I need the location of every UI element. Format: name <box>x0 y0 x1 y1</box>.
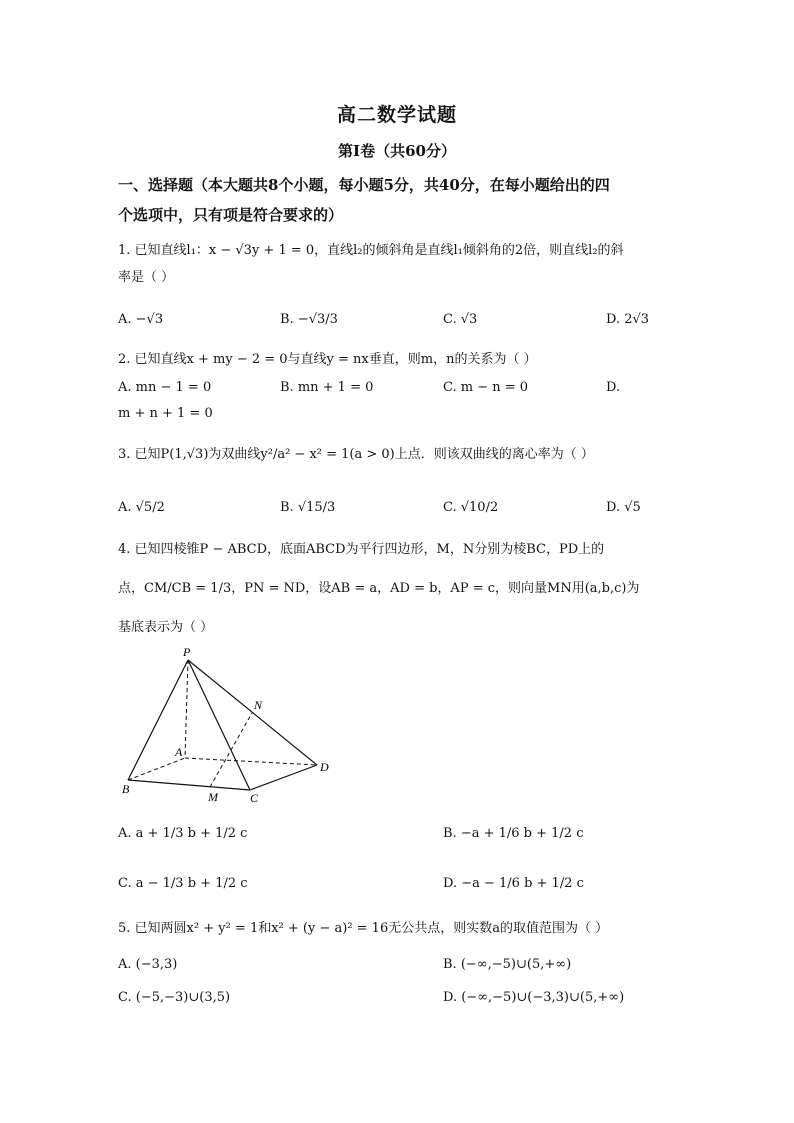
label-m: M <box>208 790 218 804</box>
label-a: A <box>175 745 183 759</box>
question-4-line1: 4. 已知四棱锥P − ABCD，底面ABCD为平行四边形，M，N分别为棱BC，PD上的 <box>118 542 605 557</box>
q2-option-d: D. <box>606 380 621 395</box>
q1-option-c: C. √3 <box>443 312 478 327</box>
q2-option-c: C. m − n = 0 <box>443 380 529 395</box>
q4-option-b: B. −a + 1/6 b + 1/2 c <box>443 826 584 841</box>
edge-ad <box>185 758 317 765</box>
label-d: D <box>320 760 329 774</box>
section-heading <box>118 170 678 230</box>
q3-option-c: C. √10/2 <box>443 500 499 515</box>
q5-option-b: B. (−∞,−5)∪(5,+∞) <box>443 957 572 972</box>
q4-option-c: C. a − 1/3 b + 1/2 c <box>118 876 248 891</box>
label-c: C <box>250 791 259 805</box>
q5-option-a: A. (−3,3) <box>118 957 178 972</box>
pyramid-figure <box>110 640 340 810</box>
q4-option-a: A. a + 1/3 b + 1/2 c <box>118 826 248 841</box>
section-heading-line1: 一、选择题（本大题共8个小题，每小题5分，共40分，在每小题给出的四 <box>118 176 610 194</box>
q3-option-a: A. √5/2 <box>118 500 165 515</box>
page-subtitle: 第Ⅰ卷（共60分） <box>338 142 456 160</box>
q2-option-b: B. mn + 1 = 0 <box>280 380 374 395</box>
edge-pa <box>185 660 188 758</box>
q2-option-a: A. mn − 1 = 0 <box>118 380 212 395</box>
q3-option-b: B. √15/3 <box>280 500 336 515</box>
q2-option-d-value: m + n + 1 = 0 <box>118 406 213 421</box>
label-n: N <box>254 698 263 712</box>
q3-option-d: D. √5 <box>606 500 641 515</box>
question-5-line1: 5. 已知两圆x² + y² = 1和x² + (y − a)² = 16无公共点，则实数a的取值范围为（ ） <box>118 921 609 936</box>
edge-pb <box>128 660 188 780</box>
q5-option-d: D. (−∞,−5)∪(−3,3)∪(5,+∞) <box>443 990 625 1005</box>
label-p: P <box>183 645 191 659</box>
q1-option-d: D. 2√3 <box>606 312 650 327</box>
q5-option-c: C. (−5,−3)∪(3,5) <box>118 990 231 1005</box>
label-b: B <box>122 782 130 796</box>
question-4-line2: 点，CM/CB = 1/3，PN = ND，设AB = a，AD = b，AP = c，则向量MN用(a,b,c)为 <box>118 581 640 596</box>
edge-pc <box>188 660 250 790</box>
page-title: 高二数学试题 <box>336 104 457 126</box>
edge-pd <box>188 660 317 765</box>
q1-option-a: A. −√3 <box>118 312 164 327</box>
question-1-line1: 1. 已知直线l₁：x − √3y + 1 = 0，直线l₂的倾斜角是直线l₁倾斜角的2倍，则直线l₂的斜 <box>118 243 624 258</box>
edge-ab <box>128 758 185 780</box>
segment-mn <box>210 713 252 787</box>
q4-option-d: D. −a − 1/6 b + 1/2 c <box>443 876 584 891</box>
edge-cd <box>250 765 317 790</box>
question-3-line1: 3. 已知P(1,√3)为双曲线y²/a² − x² = 1(a > 0)上点．则该双曲线的离心率为（ ） <box>118 447 594 462</box>
edge-bc <box>128 780 250 790</box>
question-1-line2: 率是（ ） <box>118 270 175 285</box>
question-2-line1: 2. 已知直线x + my − 2 = 0与直线y = nx垂直，则m，n的关系为（ ） <box>118 352 537 367</box>
q1-option-b: B. −√3/3 <box>280 312 338 327</box>
question-4-line3: 基底表示为（ ） <box>118 620 214 635</box>
section-heading-line2: 个选项中，只有项是符合要求的） <box>118 206 344 224</box>
